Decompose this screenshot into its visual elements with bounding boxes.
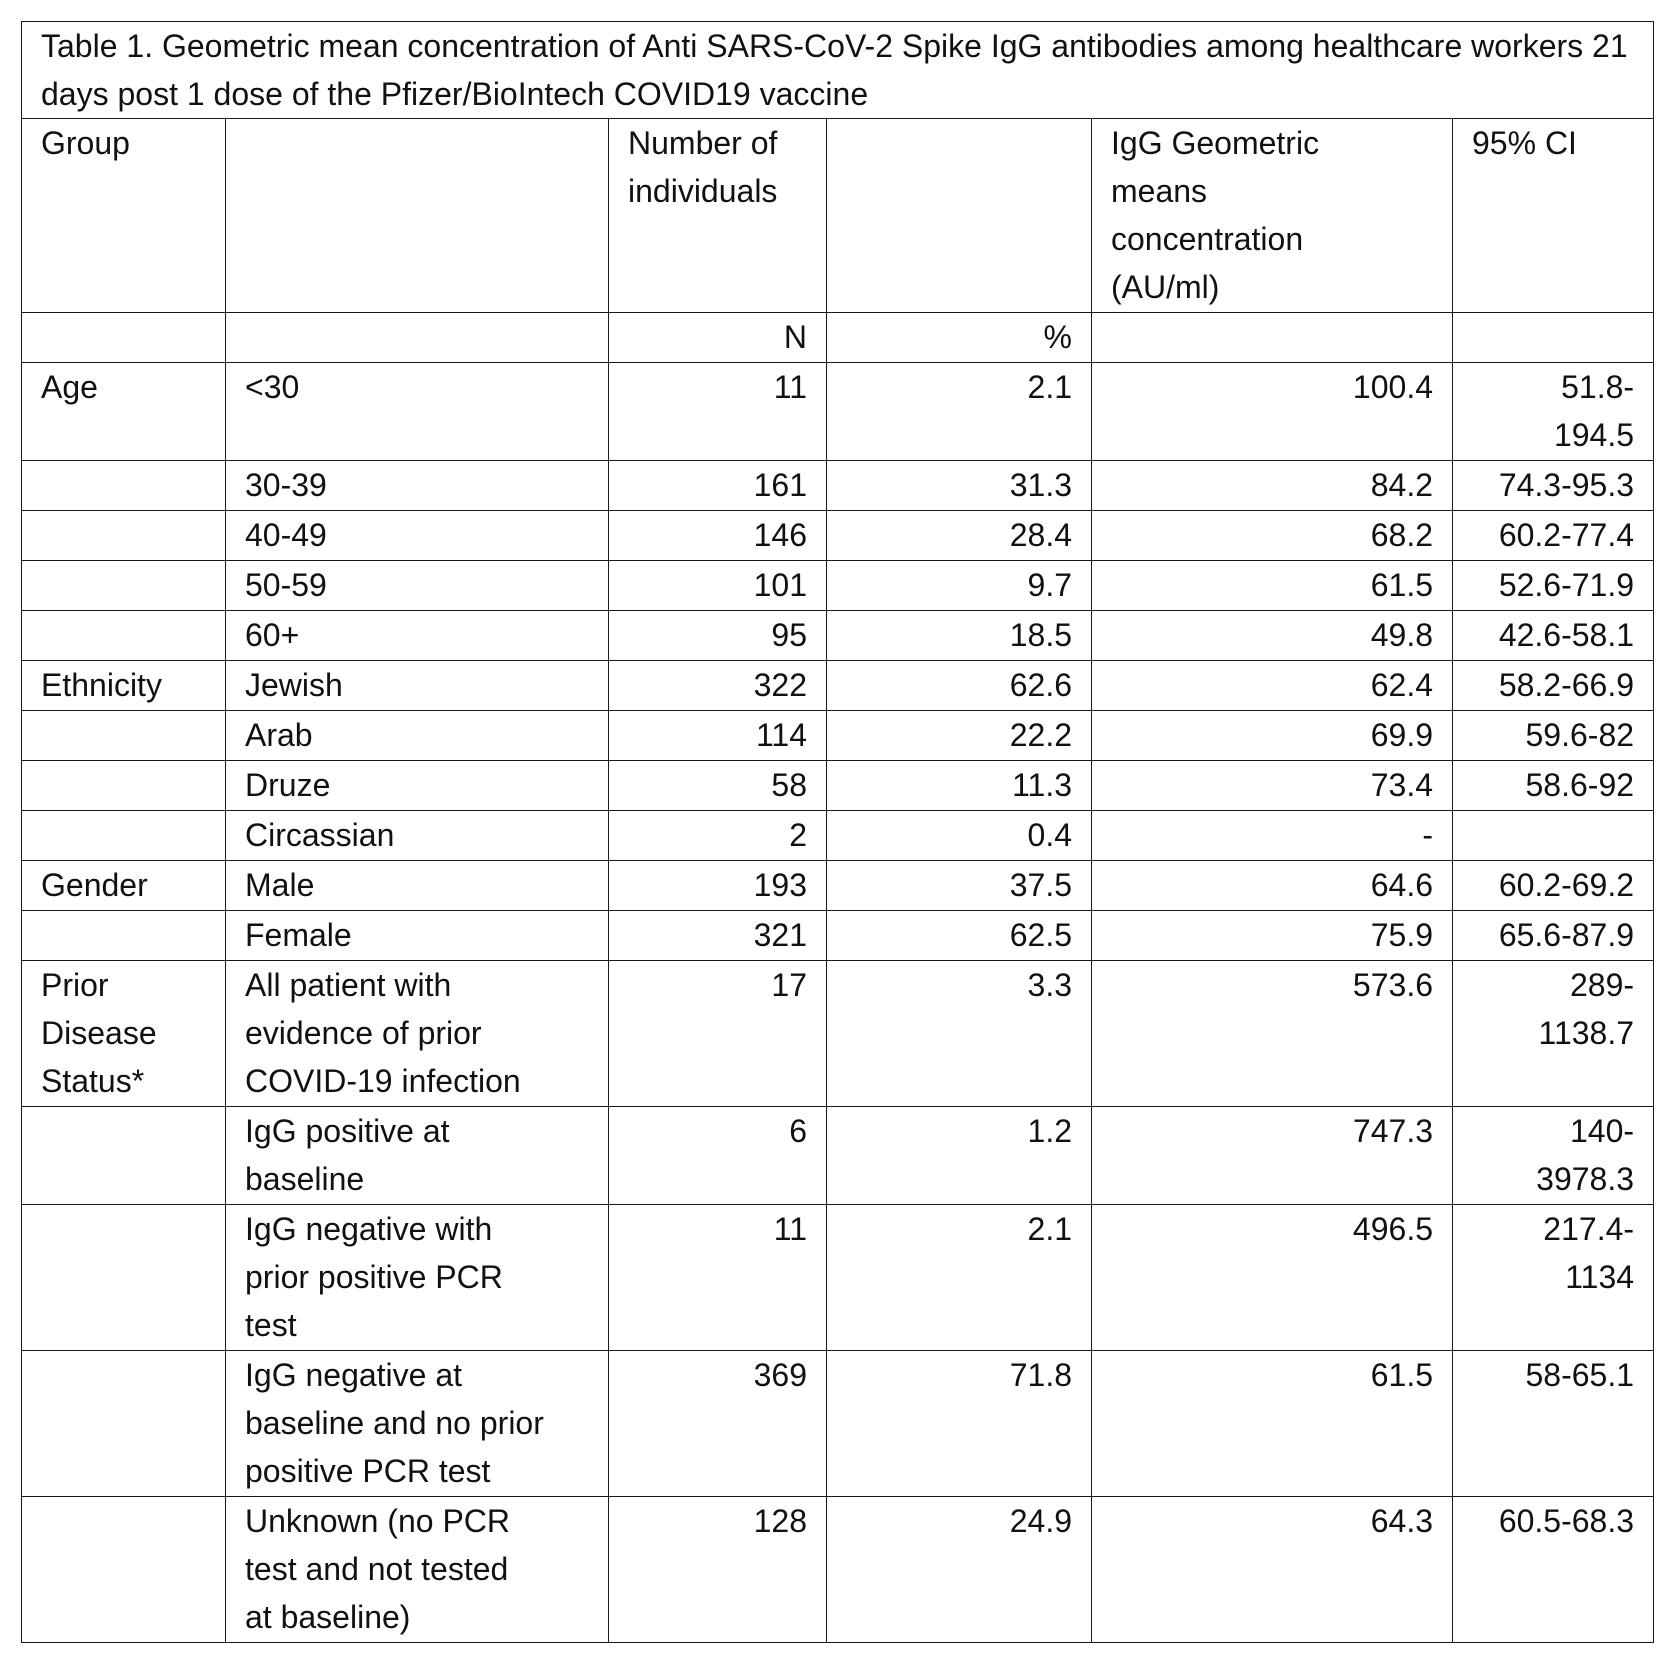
cell-subgroup: Druze (226, 761, 609, 811)
cell-ci: 65.6-87.9 (1453, 911, 1654, 961)
cell-subgroup: Jewish (226, 661, 609, 711)
cell-n: 95 (609, 611, 827, 661)
subheader-group (22, 313, 226, 363)
header-row (22, 119, 1654, 313)
cell-percent: 9.7 (827, 561, 1092, 611)
cell-n: 11 (609, 363, 827, 461)
cell-percent: 28.4 (827, 511, 1092, 561)
cell-n: 101 (609, 561, 827, 611)
table-row (22, 961, 1654, 1107)
cell-ci: 42.6-58.1 (1453, 611, 1654, 661)
table-row (22, 861, 1654, 911)
table-row (22, 561, 1654, 611)
cell-gmc: - (1092, 811, 1453, 861)
cell-percent: 2.1 (827, 363, 1092, 461)
table-row (22, 711, 1654, 761)
cell-ci: 51.8- 194.5 (1453, 363, 1654, 461)
cell-gmc: 64.3 (1092, 1497, 1453, 1643)
cell-n: 369 (609, 1351, 827, 1497)
results-table (21, 21, 1654, 1643)
cell-ci: 140- 3978.3 (1453, 1107, 1654, 1205)
cell-gmc: 73.4 (1092, 761, 1453, 811)
cell-group (22, 1205, 226, 1351)
table-row (22, 761, 1654, 811)
cell-ci: 217.4- 1134 (1453, 1205, 1654, 1351)
cell-group (22, 1497, 226, 1643)
table-body (22, 22, 1654, 1643)
cell-group (22, 761, 226, 811)
cell-ci: 58.2-66.9 (1453, 661, 1654, 711)
cell-percent: 1.2 (827, 1107, 1092, 1205)
header-95-ci: 95% CI (1453, 119, 1654, 313)
cell-gmc: 747.3 (1092, 1107, 1453, 1205)
cell-gmc: 100.4 (1092, 363, 1453, 461)
cell-percent: 37.5 (827, 861, 1092, 911)
cell-gmc: 84.2 (1092, 461, 1453, 511)
cell-subgroup: 30-39 (226, 461, 609, 511)
cell-group (22, 911, 226, 961)
subheader-percent: % (827, 313, 1092, 363)
cell-group: Age (22, 363, 226, 461)
cell-gmc: 573.6 (1092, 961, 1453, 1107)
table-row (22, 661, 1654, 711)
subheader-ci (1453, 313, 1654, 363)
cell-percent: 2.1 (827, 1205, 1092, 1351)
cell-group (22, 1351, 226, 1497)
cell-subgroup: <30 (226, 363, 609, 461)
cell-group (22, 461, 226, 511)
cell-subgroup: Arab (226, 711, 609, 761)
table-row (22, 911, 1654, 961)
cell-group (22, 611, 226, 661)
header-subgroup (226, 119, 609, 313)
cell-n: 6 (609, 1107, 827, 1205)
cell-group (22, 811, 226, 861)
cell-percent: 3.3 (827, 961, 1092, 1107)
cell-gmc: 61.5 (1092, 561, 1453, 611)
cell-ci: 58.6-92 (1453, 761, 1654, 811)
caption-row (22, 22, 1654, 119)
table-row (22, 1205, 1654, 1351)
cell-gmc: 496.5 (1092, 1205, 1453, 1351)
cell-group: Ethnicity (22, 661, 226, 711)
cell-n: 193 (609, 861, 827, 911)
subheader-gmc (1092, 313, 1453, 363)
cell-subgroup: IgG negative with prior positive PCR test (226, 1205, 609, 1351)
table-row (22, 1351, 1654, 1497)
cell-n: 146 (609, 511, 827, 561)
cell-gmc: 64.6 (1092, 861, 1453, 911)
cell-percent: 71.8 (827, 1351, 1092, 1497)
cell-subgroup: 40-49 (226, 511, 609, 561)
cell-ci: 60.2-69.2 (1453, 861, 1654, 911)
cell-subgroup: IgG negative at baseline and no prior positive PCR test (226, 1351, 609, 1497)
cell-ci: 60.5-68.3 (1453, 1497, 1654, 1643)
cell-gmc: 68.2 (1092, 511, 1453, 561)
header-igg-gmc: IgG Geometric means concentration (AU/ml) (1092, 119, 1453, 313)
cell-subgroup: 60+ (226, 611, 609, 661)
cell-percent: 24.9 (827, 1497, 1092, 1643)
cell-gmc: 61.5 (1092, 1351, 1453, 1497)
subheader-n: N (609, 313, 827, 363)
cell-group (22, 1107, 226, 1205)
table-row (22, 461, 1654, 511)
cell-n: 128 (609, 1497, 827, 1643)
table-caption: Table 1. Geometric mean concentration of Anti SARS-CoV-2 Spike IgG antibodies among healthcare workers 21 days post 1 dose of the Pfizer/BioIntech COVID19 vaccine (22, 22, 1654, 119)
cell-subgroup: Circassian (226, 811, 609, 861)
header-group: Group (22, 119, 226, 313)
cell-ci: 60.2-77.4 (1453, 511, 1654, 561)
cell-gmc: 62.4 (1092, 661, 1453, 711)
table-row (22, 811, 1654, 861)
cell-percent: 18.5 (827, 611, 1092, 661)
cell-group: Prior Disease Status* (22, 961, 226, 1107)
cell-gmc: 49.8 (1092, 611, 1453, 661)
cell-ci: 74.3-95.3 (1453, 461, 1654, 511)
cell-gmc: 75.9 (1092, 911, 1453, 961)
cell-subgroup: Male (226, 861, 609, 911)
cell-n: 321 (609, 911, 827, 961)
cell-ci: 52.6-71.9 (1453, 561, 1654, 611)
cell-percent: 22.2 (827, 711, 1092, 761)
table-row (22, 1107, 1654, 1205)
cell-n: 11 (609, 1205, 827, 1351)
cell-n: 2 (609, 811, 827, 861)
cell-ci: 59.6-82 (1453, 711, 1654, 761)
cell-percent: 62.5 (827, 911, 1092, 961)
cell-group (22, 511, 226, 561)
cell-subgroup: IgG positive at baseline (226, 1107, 609, 1205)
cell-subgroup: 50-59 (226, 561, 609, 611)
cell-subgroup: Unknown (no PCR test and not tested at baseline) (226, 1497, 609, 1643)
cell-ci (1453, 811, 1654, 861)
cell-group (22, 561, 226, 611)
cell-percent: 11.3 (827, 761, 1092, 811)
cell-subgroup: Female (226, 911, 609, 961)
cell-gmc: 69.9 (1092, 711, 1453, 761)
cell-n: 58 (609, 761, 827, 811)
cell-ci: 289- 1138.7 (1453, 961, 1654, 1107)
table-row (22, 511, 1654, 561)
cell-percent: 0.4 (827, 811, 1092, 861)
cell-percent: 62.6 (827, 661, 1092, 711)
table-row (22, 363, 1654, 461)
cell-percent: 31.3 (827, 461, 1092, 511)
header-number-of-individuals: Number of individuals (609, 119, 827, 313)
cell-ci: 58-65.1 (1453, 1351, 1654, 1497)
cell-n: 322 (609, 661, 827, 711)
table-row (22, 1497, 1654, 1643)
cell-subgroup: All patient with evidence of prior COVID-19 infection (226, 961, 609, 1107)
subheader-row (22, 313, 1654, 363)
cell-n: 114 (609, 711, 827, 761)
cell-group (22, 711, 226, 761)
subheader-subgroup (226, 313, 609, 363)
cell-group: Gender (22, 861, 226, 911)
table-row (22, 611, 1654, 661)
cell-n: 17 (609, 961, 827, 1107)
cell-n: 161 (609, 461, 827, 511)
header-blank (827, 119, 1092, 313)
